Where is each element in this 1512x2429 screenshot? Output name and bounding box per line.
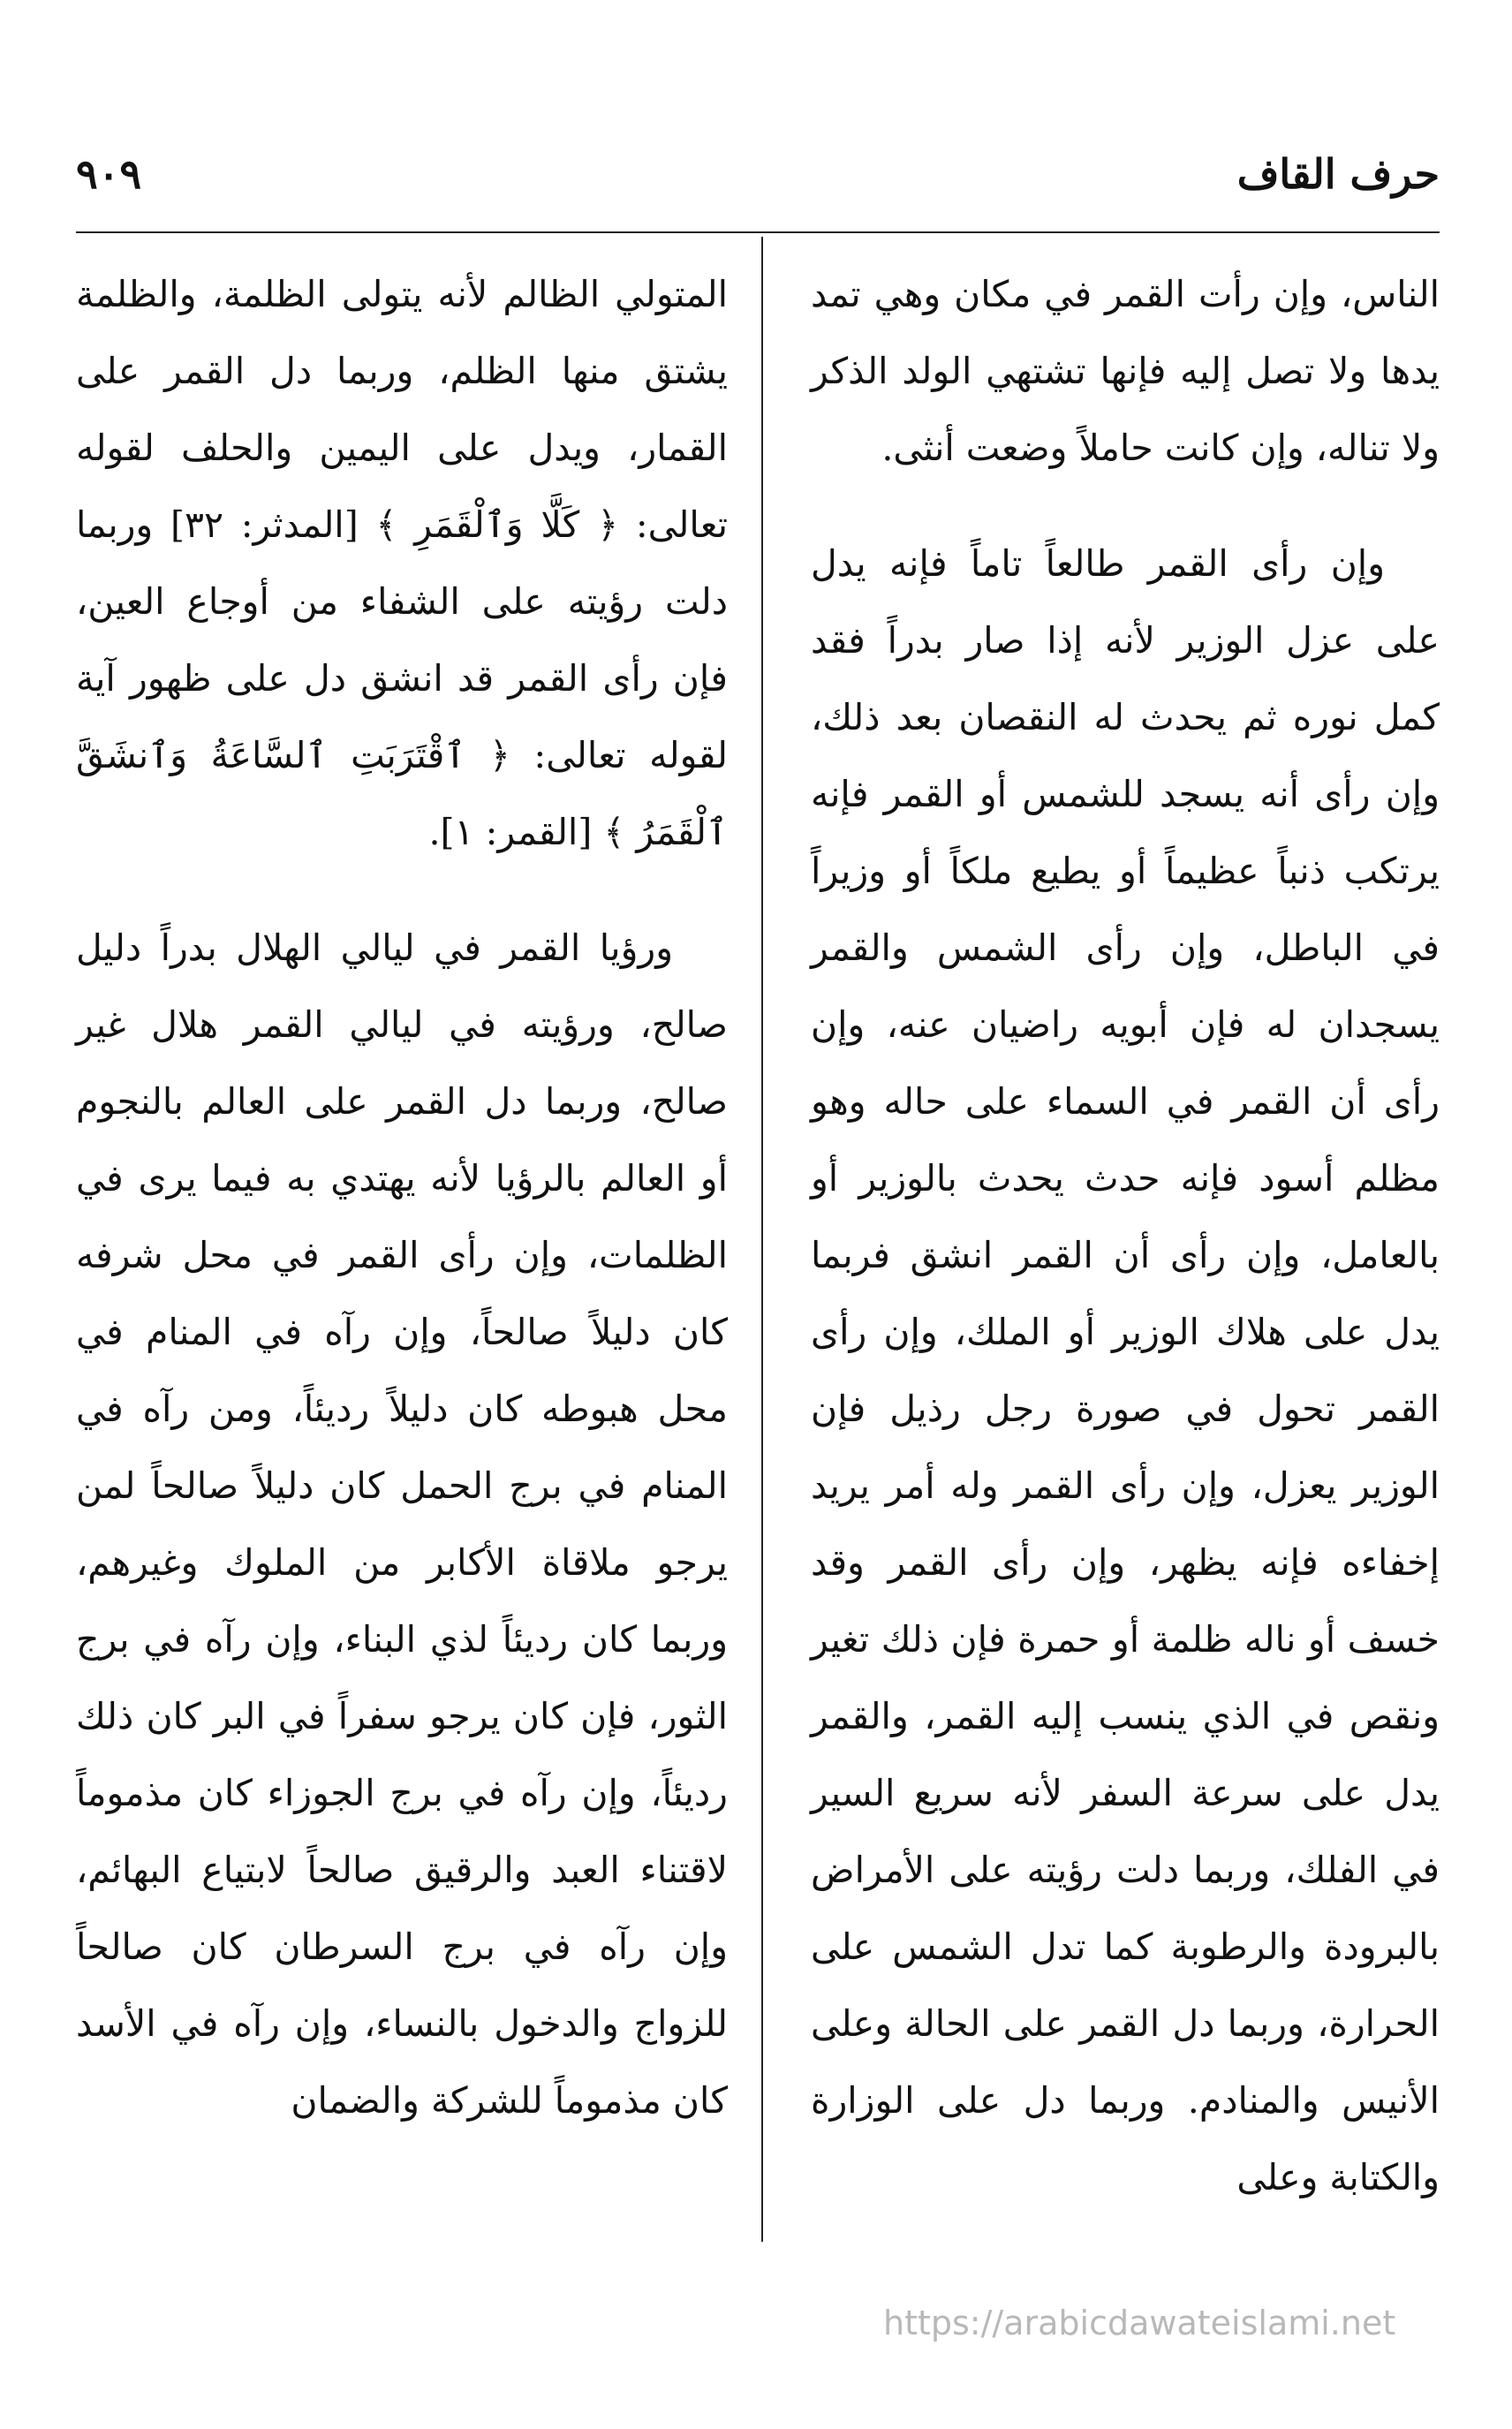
watermark-url: https://arabicdawateislami.net (883, 2304, 1396, 2342)
paragraph: الناس، وإن رأت القمر في مكان وهي تمد يدها ولا تصل إليه فإنها تشتهي الولد الذكر ولا تناله، وإن كانت حاملاً وضعت أنثى. (811, 273, 1440, 469)
column-divider (761, 237, 763, 2242)
paragraph: المتولي الظالم لأنه يتولى الظلمة، والظلمة يشتق منها الظلم، وربما دل القمر على القمار، ويدل على اليمين والحلف لقوله تعالى: ﴿ كَلَّا وَٱلْقَمَرِ ﴾ [المدثر: ٣٢] وربما دلت رؤيته على الشفاء من أوجاع العين، فإن رأى القمر قد انشق دل على ظهور آية لقوله تعالى: ﴿ ٱقْتَرَبَتِ ٱلسَّاعَةُ وَٱنشَقَّ ٱلْقَمَرُ ﴾ [القمر: ١]. (76, 273, 729, 853)
header-rule (76, 231, 1440, 233)
running-header (76, 150, 1440, 221)
page-number: ٩٠٩ (76, 150, 142, 198)
right-column (811, 256, 1440, 2216)
left-column (76, 256, 728, 2139)
chapter-title: حرف القاف (1236, 150, 1440, 198)
paragraph: ورؤيا القمر في ليالي الهلال بدراً دليل صالح، ورؤيته في ليالي القمر هلال غير صالح، وربما دل القمر على العالم بالنجوم أو العالم بالرؤيا لأنه يهتدي به فيما يرى في الظلمات، وإن رأى القمر في محل شرفه كان دليلاً صالحاً، وإن رآه في المنام في محل هبوطه كان دليلاً رديئاً، ومن رآه في المنام في برج الحمل كان دليلاً صالحاً لمن يرجو ملاقاة الأكابر من الملوك وغيرهم، وربما كان رديئاً لذي البناء، وإن رآه في برج الثور، فإن كان يرجو سفراً في البر كان ذلك رديئاً، وإن رآه في برج الجوزاء كان مذموماً لاقتناء العبد والرقيق صالحاً لابتياع البهائم، وإن رآه في برج السرطان كان صالحاً للزواج والدخول بالنساء، وإن رآه في الأسد كان مذموماً للشركة والضمان (76, 927, 728, 2122)
paragraph: وإن رأى القمر طالعاً تاماً فإنه يدل على عزل الوزير لأنه إذا صار بدراً فقد كمل نوره ثم يحدث له النقصان بعد ذلك، وإن رأى أنه يسجد للشمس أو القمر فإنه يرتكب ذنباً عظيماً أو يطيع ملكاً أو وزيراً في الباطل، وإن رأى الشمس والقمر يسجدان له فإن أبويه راضيان عنه، وإن رأى أن القمر في السماء على حاله وهو مظلم أسود فإنه حدث يحدث بالوزير أو بالعامل، وإن رأى أن القمر انشق فربما يدل على هلاك الوزير أو الملك، وإن رأى القمر تحول في صورة رجل رذيل فإن الوزير يعزل، وإن رأى القمر وله أمر يريد إخفاءه فإنه يظهر، وإن رأى القمر وقد خسف أو ناله ظلمة أو حمرة فإن ذلك تغير ونقص في الذي ينسب إليه القمر، والقمر يدل على سرعة السفر لأنه سريع السير في الفلك، وربما دلت رؤيته على الأمراض بالبرودة والرطوبة كما تدل الشمس على الحرارة، وربما دل القمر على الحالة وعلى الأنيس والمنادم. وربما دل على الوزارة والكتابة وعلى (811, 542, 1440, 2198)
